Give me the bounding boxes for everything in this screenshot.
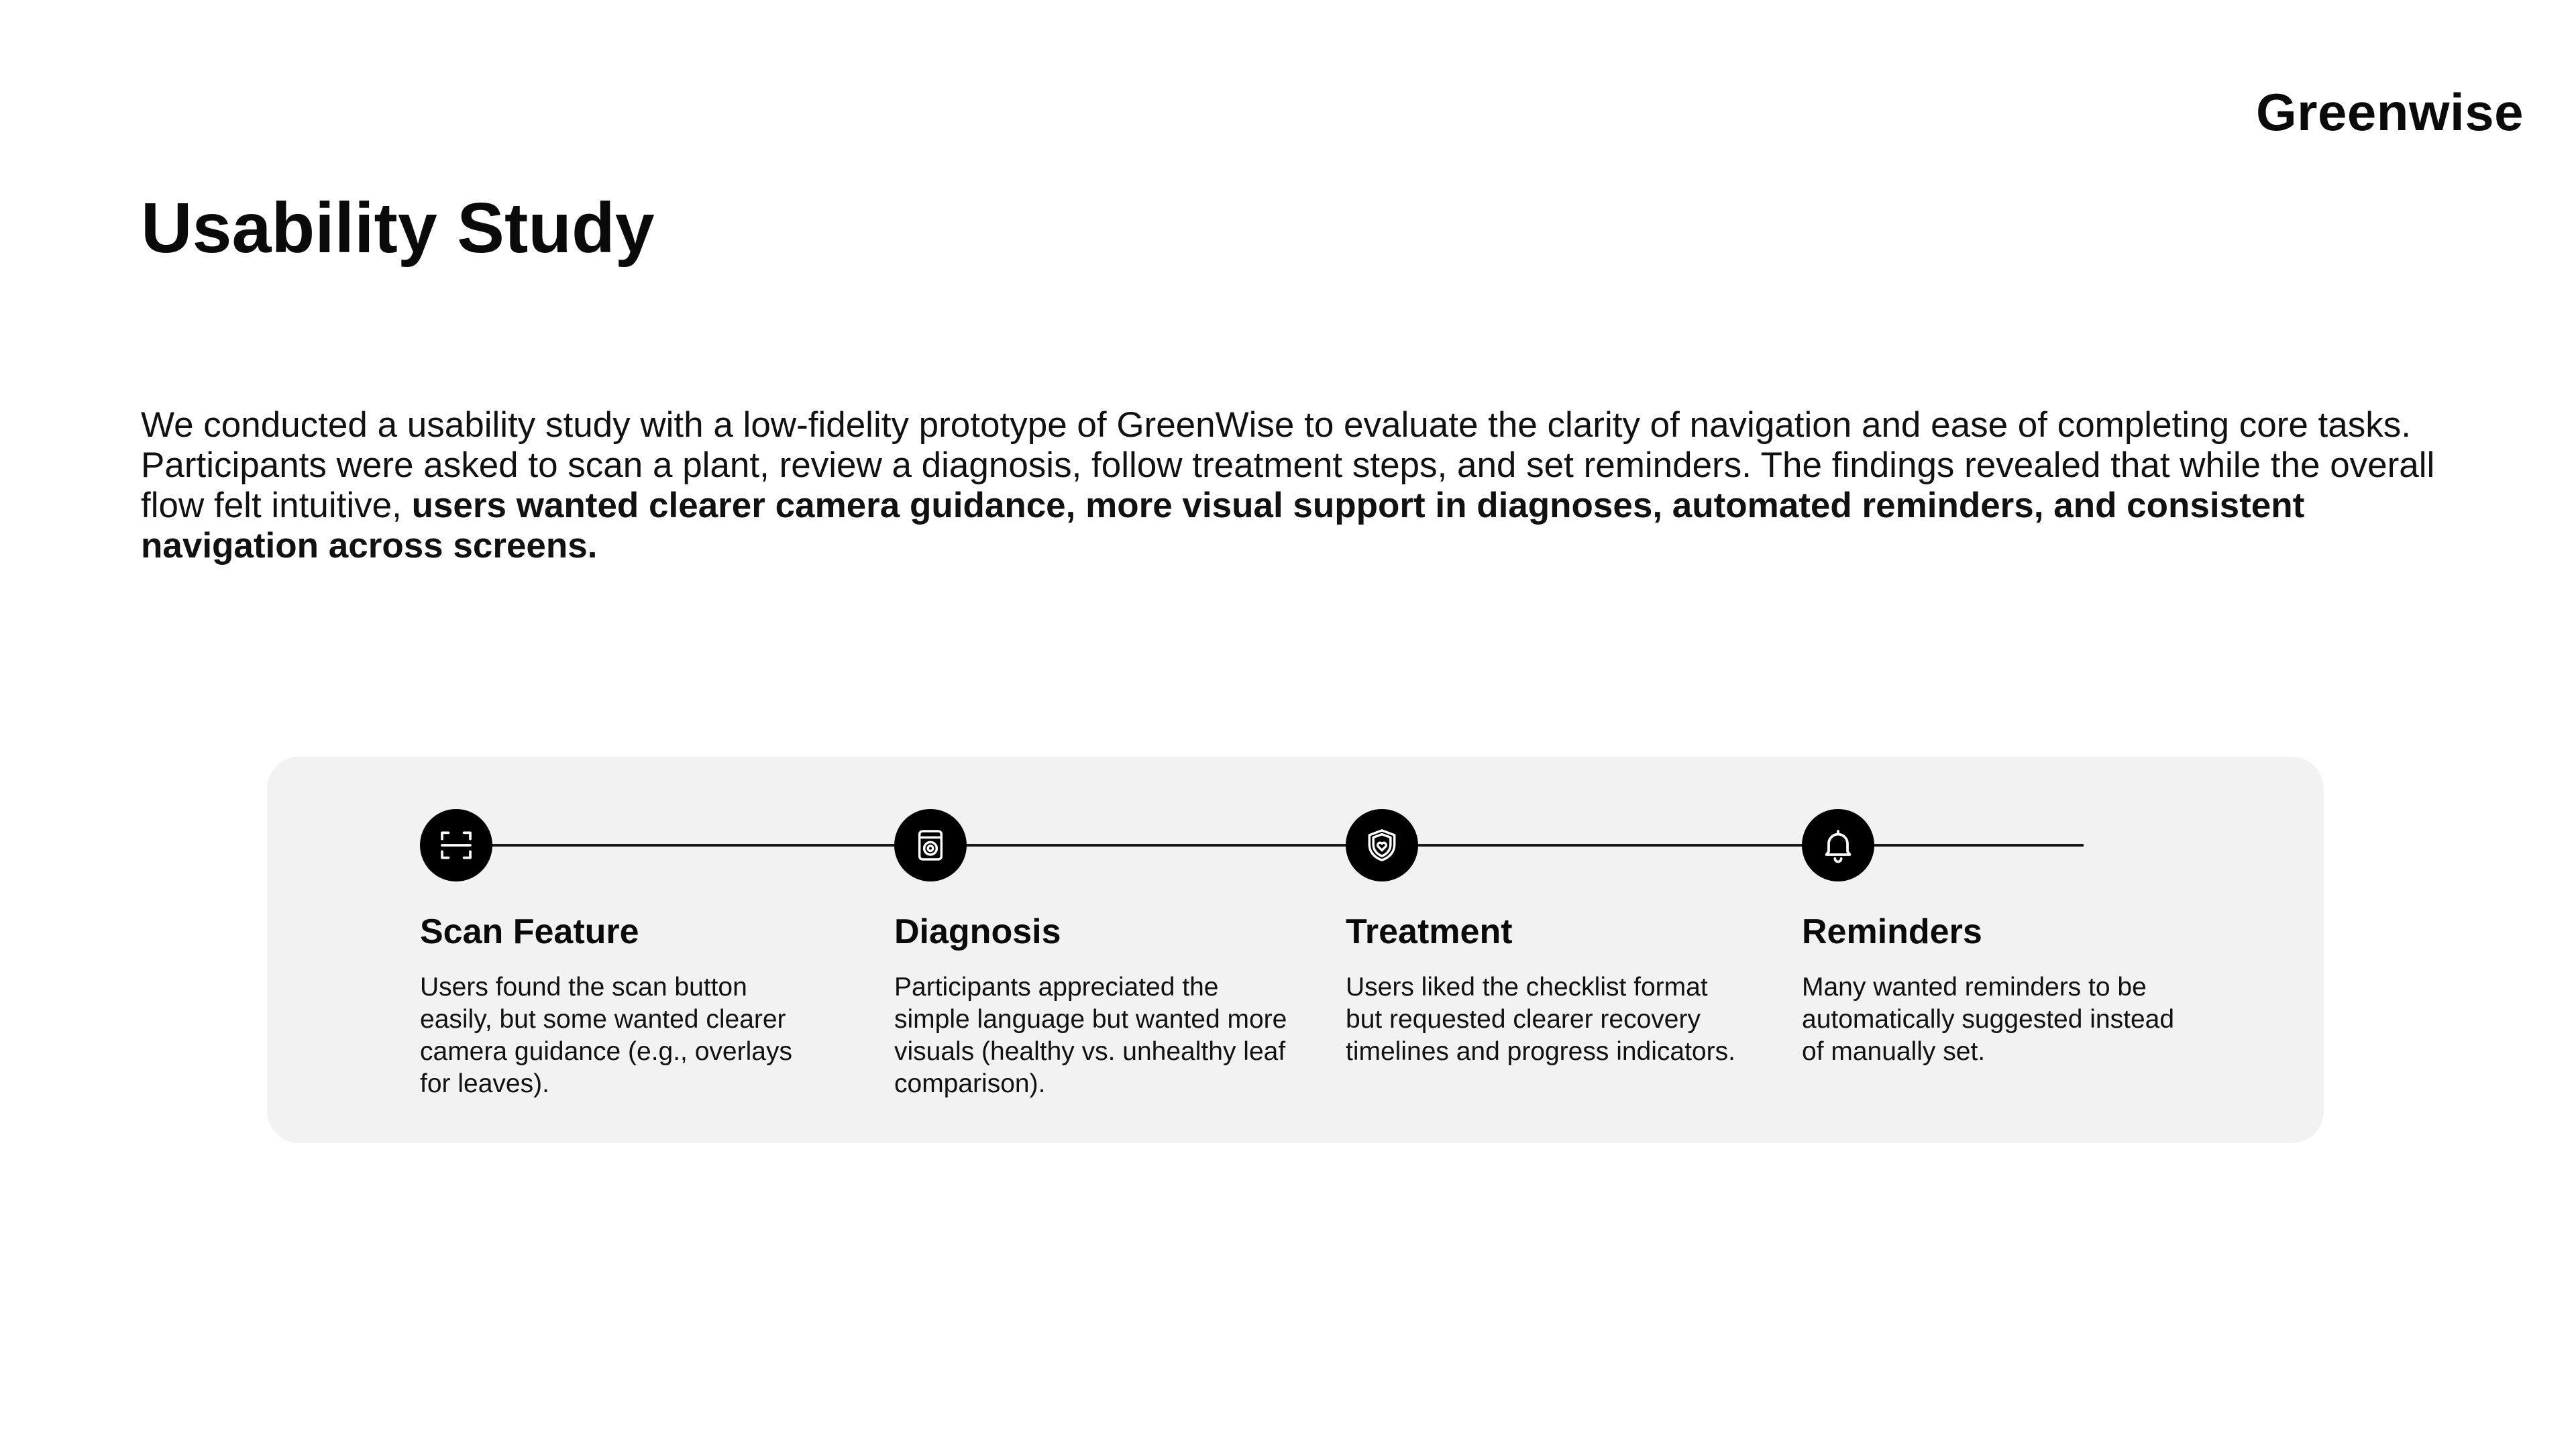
step-title: Reminders — [1802, 912, 1982, 951]
step-description: Many wanted reminders to be automatically suggested instead of manually set. — [1802, 973, 2175, 1067]
findings-card — [267, 757, 2324, 1143]
step-description: Users liked the checklist format but requested clearer recovery timelines and progress indicators. — [1346, 973, 1735, 1067]
step-title: Scan Feature — [420, 912, 639, 951]
step-treatment — [1346, 809, 1748, 1068]
step-description: Participants appreciated the simple language but wanted more visuals (healthy vs. unhealthy leaf comparison). — [894, 973, 1287, 1099]
intro-highlight: users wanted clearer camera guidance, more visual support in diagnoses, automated reminders, and consistent navigation across screens. — [141, 486, 2305, 566]
bell-icon — [1802, 809, 1874, 881]
intro-text: We conducted a usability study with a low-fidelity prototype of GreenWise to evaluate the clarity of navigation and ease of completing core tasks. Participants were asked to scan a plant, review a diagnosis, follow treatment steps, and set reminders. The findings revealed that while the overall flow felt intuitive, — [141, 405, 2435, 525]
scan-icon — [420, 809, 492, 881]
diagnosis-device-icon — [894, 809, 967, 881]
step-reminders — [1802, 809, 2204, 1068]
page-title: Usability Study — [141, 189, 655, 268]
intro-paragraph — [141, 405, 2435, 566]
shield-heart-icon — [1346, 809, 1418, 881]
step-description: Users found the scan button easily, but some wanted clearer camera guidance (e.g., overlays for leaves). — [420, 973, 792, 1099]
step-title: Treatment — [1346, 912, 1513, 951]
brand-logo: Greenwise — [2255, 83, 2524, 142]
step-scan-feature — [420, 809, 822, 1100]
step-title: Diagnosis — [894, 912, 1061, 951]
step-diagnosis — [894, 809, 1297, 1100]
